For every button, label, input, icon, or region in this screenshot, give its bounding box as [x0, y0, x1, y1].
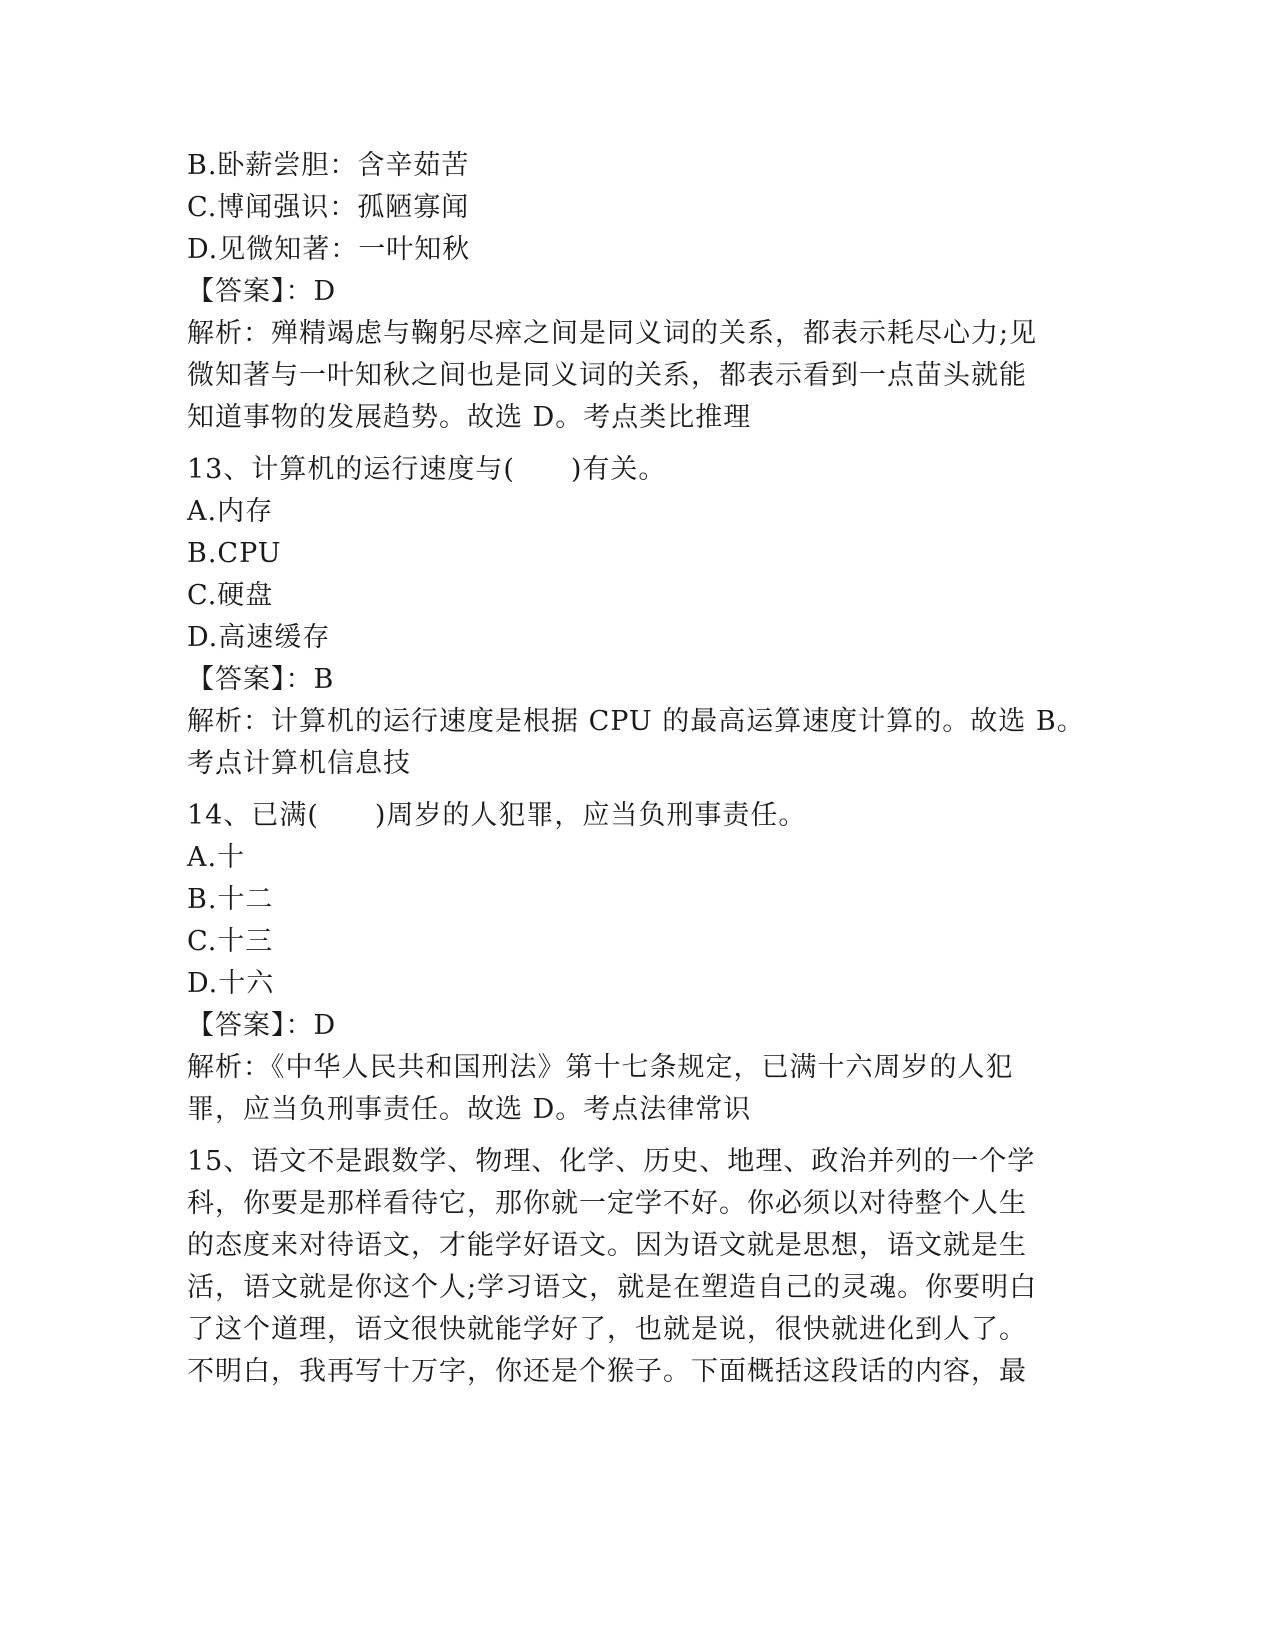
question-stem-line: 了这个道理，语文很快就能学好了，也就是说，很快就进化到人了。 [187, 1314, 1027, 1345]
analysis-line: 微知著与一叶知秋之间也是同义词的关系，都表示看到一点苗头就能 [187, 360, 1027, 391]
analysis-line: 知道事物的发展趋势。故选 D。考点类比推理 [187, 402, 752, 433]
question-stem-line: 的态度来对待语文，才能学好语文。因为语文就是思想，语文就是生 [187, 1230, 1027, 1261]
answer: 【答案】：D [187, 1010, 337, 1041]
option-d: D.十六 [187, 968, 275, 999]
option-d: D.高速缓存 [187, 622, 331, 653]
question-13 [187, 449, 1087, 785]
analysis-line: 解析：《中华人民共和国刑法》第十七条规定，已满十六周岁的人犯 [187, 1052, 1014, 1083]
question-14 [187, 795, 1087, 1131]
question-stem-line: 不明白，我再写十万字，你还是个猴子。下面概括这段话的内容，最 [187, 1356, 1027, 1387]
option-a: A.十 [187, 842, 246, 873]
question-15 [187, 1141, 1087, 1393]
analysis-line: 罪，应当负刑事责任。故选 D。考点法律常识 [187, 1094, 752, 1125]
option-b: B.卧薪尝胆：含辛茹苦 [187, 150, 470, 181]
question-stem: 14、已满( )周岁的人犯罪，应当负刑事责任。 [187, 800, 807, 831]
option-c: C.硬盘 [187, 580, 274, 611]
option-b: B.十二 [187, 884, 274, 915]
analysis-line: 解析：计算机的运行速度是根据 CPU 的最高运算速度计算的。故选 B。 [187, 706, 1085, 737]
option-b: B.CPU [187, 538, 282, 569]
answer: 【答案】：D [187, 276, 337, 307]
option-c: C.博闻强识：孤陋寡闻 [187, 192, 470, 223]
question-12 [187, 145, 1087, 439]
question-stem-line: 科，你要是那样看待它，那你就一定学不好。你必须以对待整个人生 [187, 1188, 1027, 1219]
question-stem-line: 活，语文就是你这个人;学习语文，就是在塑造自己的灵魂。你要明白 [187, 1272, 1038, 1303]
option-c: C.十三 [187, 926, 274, 957]
analysis-line: 解析：殚精竭虑与鞠躬尽瘁之间是同义词的关系，都表示耗尽心力;见 [187, 318, 1038, 349]
document-page [187, 145, 1087, 1393]
option-d: D.见微知著：一叶知秋 [187, 234, 471, 265]
answer: 【答案】：B [187, 664, 335, 695]
question-stem-line: 15、语文不是跟数学、物理、化学、历史、地理、政治并列的一个学 [187, 1146, 1036, 1177]
question-stem: 13、计算机的运行速度与( )有关。 [187, 454, 667, 485]
analysis-line: 考点计算机信息技 [187, 748, 411, 779]
option-a: A.内存 [187, 496, 274, 527]
